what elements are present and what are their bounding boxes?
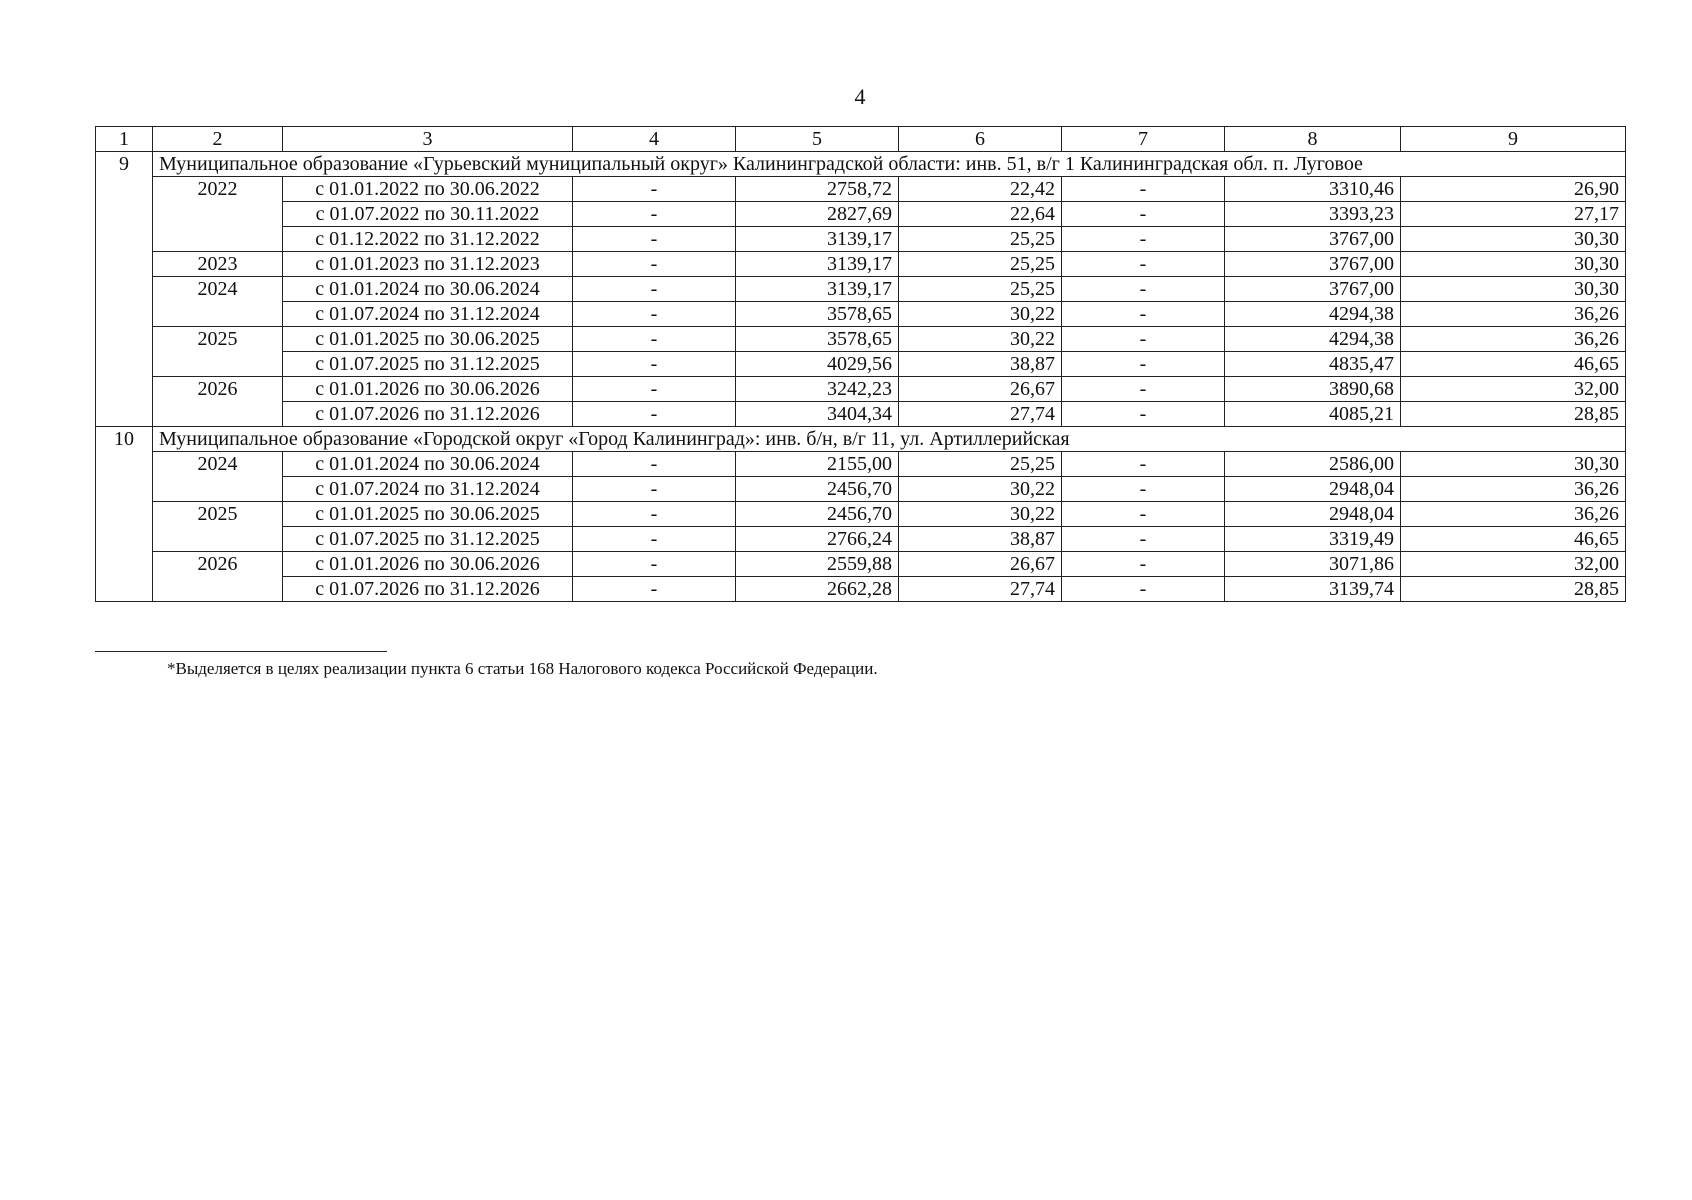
col5-cell: 2662,28 xyxy=(736,577,899,602)
page-number: 4 xyxy=(854,84,866,109)
col8-cell: 3310,46 xyxy=(1225,177,1401,202)
column-header-8: 8 xyxy=(1225,127,1401,152)
table-row xyxy=(96,527,1626,552)
col6-cell: 26,67 xyxy=(899,552,1062,577)
col7-cell: - xyxy=(1062,352,1225,377)
col6-cell: 25,25 xyxy=(899,227,1062,252)
column-header-9: 9 xyxy=(1401,127,1626,152)
col6-cell: 30,22 xyxy=(899,477,1062,502)
col4-cell: - xyxy=(573,377,736,402)
period-cell: с 01.01.2025 по 30.06.2025 xyxy=(283,327,573,352)
col8-cell: 3890,68 xyxy=(1225,377,1401,402)
col5-cell: 4029,56 xyxy=(736,352,899,377)
table-row xyxy=(96,227,1626,252)
col9-cell: 32,00 xyxy=(1401,552,1626,577)
col5-cell: 2456,70 xyxy=(736,477,899,502)
year-cell: 2024 xyxy=(153,452,283,502)
col7-cell: - xyxy=(1062,202,1225,227)
col5-cell: 3139,17 xyxy=(736,252,899,277)
period-cell: с 01.07.2026 по 31.12.2026 xyxy=(283,577,573,602)
period-cell: с 01.07.2026 по 31.12.2026 xyxy=(283,402,573,427)
col4-cell: - xyxy=(573,327,736,352)
year-cell: 2026 xyxy=(153,377,283,427)
tariff-table xyxy=(95,126,1626,602)
col7-cell: - xyxy=(1062,402,1225,427)
col4-cell: - xyxy=(573,352,736,377)
col8-cell: 3393,23 xyxy=(1225,202,1401,227)
section-title-row xyxy=(96,152,1626,177)
col6-cell: 22,64 xyxy=(899,202,1062,227)
col5-cell: 3578,65 xyxy=(736,327,899,352)
col9-cell: 36,26 xyxy=(1401,327,1626,352)
col8-cell: 3767,00 xyxy=(1225,252,1401,277)
col7-cell: - xyxy=(1062,227,1225,252)
col8-cell: 3071,86 xyxy=(1225,552,1401,577)
col6-cell: 27,74 xyxy=(899,577,1062,602)
period-cell: с 01.12.2022 по 31.12.2022 xyxy=(283,227,573,252)
period-cell: с 01.01.2026 по 30.06.2026 xyxy=(283,377,573,402)
table-row xyxy=(96,477,1626,502)
col4-cell: - xyxy=(573,502,736,527)
col4-cell: - xyxy=(573,202,736,227)
table-body xyxy=(96,127,1626,602)
col4-cell: - xyxy=(573,227,736,252)
col9-cell: 46,65 xyxy=(1401,527,1626,552)
period-cell: с 01.07.2024 по 31.12.2024 xyxy=(283,477,573,502)
col5-cell: 2559,88 xyxy=(736,552,899,577)
col6-cell: 26,67 xyxy=(899,377,1062,402)
column-header-7: 7 xyxy=(1062,127,1225,152)
table-row xyxy=(96,402,1626,427)
col6-cell: 25,25 xyxy=(899,277,1062,302)
col7-cell: - xyxy=(1062,177,1225,202)
section-number: 10 xyxy=(96,427,153,602)
period-cell: с 01.01.2024 по 30.06.2024 xyxy=(283,452,573,477)
table-row xyxy=(96,377,1626,402)
col5-cell: 2766,24 xyxy=(736,527,899,552)
col4-cell: - xyxy=(573,302,736,327)
column-header-4: 4 xyxy=(573,127,736,152)
column-header-5: 5 xyxy=(736,127,899,152)
footnote-divider xyxy=(95,651,387,652)
period-cell: с 01.07.2024 по 31.12.2024 xyxy=(283,302,573,327)
col5-cell: 3404,34 xyxy=(736,402,899,427)
year-cell: 2022 xyxy=(153,177,283,252)
section-number: 9 xyxy=(96,152,153,427)
col6-cell: 22,42 xyxy=(899,177,1062,202)
col8-cell: 4294,38 xyxy=(1225,327,1401,352)
col9-cell: 26,90 xyxy=(1401,177,1626,202)
col7-cell: - xyxy=(1062,577,1225,602)
col8-cell: 3319,49 xyxy=(1225,527,1401,552)
col9-cell: 28,85 xyxy=(1401,402,1626,427)
table-row xyxy=(96,202,1626,227)
col8-cell: 3767,00 xyxy=(1225,277,1401,302)
col8-cell: 2948,04 xyxy=(1225,502,1401,527)
col6-cell: 25,25 xyxy=(899,452,1062,477)
period-cell: с 01.07.2022 по 30.11.2022 xyxy=(283,202,573,227)
col9-cell: 36,26 xyxy=(1401,302,1626,327)
col6-cell: 30,22 xyxy=(899,327,1062,352)
col6-cell: 27,74 xyxy=(899,402,1062,427)
year-cell: 2025 xyxy=(153,327,283,377)
col5-cell: 2827,69 xyxy=(736,202,899,227)
col9-cell: 36,26 xyxy=(1401,502,1626,527)
col7-cell: - xyxy=(1062,477,1225,502)
col5-cell: 2758,72 xyxy=(736,177,899,202)
year-cell: 2026 xyxy=(153,552,283,602)
table-row xyxy=(96,277,1626,302)
col6-cell: 30,22 xyxy=(899,502,1062,527)
col4-cell: - xyxy=(573,402,736,427)
col9-cell: 36,26 xyxy=(1401,477,1626,502)
section-title-row xyxy=(96,427,1626,452)
footnote: *Выделяется в целях реализации пункта 6 статьи 168 Налогового кодекса Российской Федерации. xyxy=(167,659,878,678)
table-row xyxy=(96,502,1626,527)
period-cell: с 01.01.2024 по 30.06.2024 xyxy=(283,277,573,302)
period-cell: с 01.01.2022 по 30.06.2022 xyxy=(283,177,573,202)
col9-cell: 28,85 xyxy=(1401,577,1626,602)
table-row xyxy=(96,327,1626,352)
col7-cell: - xyxy=(1062,377,1225,402)
col4-cell: - xyxy=(573,477,736,502)
year-cell: 2025 xyxy=(153,502,283,552)
col4-cell: - xyxy=(573,452,736,477)
col7-cell: - xyxy=(1062,302,1225,327)
col8-cell: 3139,74 xyxy=(1225,577,1401,602)
table-row xyxy=(96,552,1626,577)
table-row xyxy=(96,452,1626,477)
col5-cell: 2456,70 xyxy=(736,502,899,527)
col9-cell: 30,30 xyxy=(1401,277,1626,302)
col5-cell: 2155,00 xyxy=(736,452,899,477)
column-header-2: 2 xyxy=(153,127,283,152)
table-row xyxy=(96,352,1626,377)
table-row xyxy=(96,577,1626,602)
table-row xyxy=(96,302,1626,327)
col5-cell: 3139,17 xyxy=(736,277,899,302)
col6-cell: 25,25 xyxy=(899,252,1062,277)
table-row xyxy=(96,252,1626,277)
col8-cell: 2948,04 xyxy=(1225,477,1401,502)
col7-cell: - xyxy=(1062,252,1225,277)
col4-cell: - xyxy=(573,527,736,552)
column-header-6: 6 xyxy=(899,127,1062,152)
col4-cell: - xyxy=(573,252,736,277)
col6-cell: 38,87 xyxy=(899,352,1062,377)
year-cell: 2024 xyxy=(153,277,283,327)
period-cell: с 01.07.2025 по 31.12.2025 xyxy=(283,527,573,552)
col4-cell: - xyxy=(573,552,736,577)
col5-cell: 3242,23 xyxy=(736,377,899,402)
col7-cell: - xyxy=(1062,527,1225,552)
col9-cell: 30,30 xyxy=(1401,452,1626,477)
col6-cell: 30,22 xyxy=(899,302,1062,327)
col7-cell: - xyxy=(1062,552,1225,577)
col4-cell: - xyxy=(573,177,736,202)
col4-cell: - xyxy=(573,577,736,602)
table-row xyxy=(96,177,1626,202)
col9-cell: 30,30 xyxy=(1401,252,1626,277)
period-cell: с 01.01.2025 по 30.06.2025 xyxy=(283,502,573,527)
period-cell: с 01.07.2025 по 31.12.2025 xyxy=(283,352,573,377)
column-header-1: 1 xyxy=(96,127,153,152)
year-cell: 2023 xyxy=(153,252,283,277)
col8-cell: 4294,38 xyxy=(1225,302,1401,327)
col8-cell: 3767,00 xyxy=(1225,227,1401,252)
period-cell: с 01.01.2026 по 30.06.2026 xyxy=(283,552,573,577)
col9-cell: 30,30 xyxy=(1401,227,1626,252)
col9-cell: 27,17 xyxy=(1401,202,1626,227)
col6-cell: 38,87 xyxy=(899,527,1062,552)
col8-cell: 2586,00 xyxy=(1225,452,1401,477)
col7-cell: - xyxy=(1062,327,1225,352)
col9-cell: 46,65 xyxy=(1401,352,1626,377)
section-title: Муниципальное образование «Городской округ «Город Калининград»: инв. б/н, в/г 11, ул. Артиллерийская xyxy=(153,427,1626,452)
col7-cell: - xyxy=(1062,502,1225,527)
col7-cell: - xyxy=(1062,277,1225,302)
col9-cell: 32,00 xyxy=(1401,377,1626,402)
col5-cell: 3139,17 xyxy=(736,227,899,252)
table-header-row xyxy=(96,127,1626,152)
section-title: Муниципальное образование «Гурьевский муниципальный округ» Калининградской области: инв. 51, в/г 1 Калининградская обл. п. Луговое xyxy=(153,152,1626,177)
col8-cell: 4085,21 xyxy=(1225,402,1401,427)
col7-cell: - xyxy=(1062,452,1225,477)
col8-cell: 4835,47 xyxy=(1225,352,1401,377)
column-header-3: 3 xyxy=(283,127,573,152)
period-cell: с 01.01.2023 по 31.12.2023 xyxy=(283,252,573,277)
col4-cell: - xyxy=(573,277,736,302)
col5-cell: 3578,65 xyxy=(736,302,899,327)
